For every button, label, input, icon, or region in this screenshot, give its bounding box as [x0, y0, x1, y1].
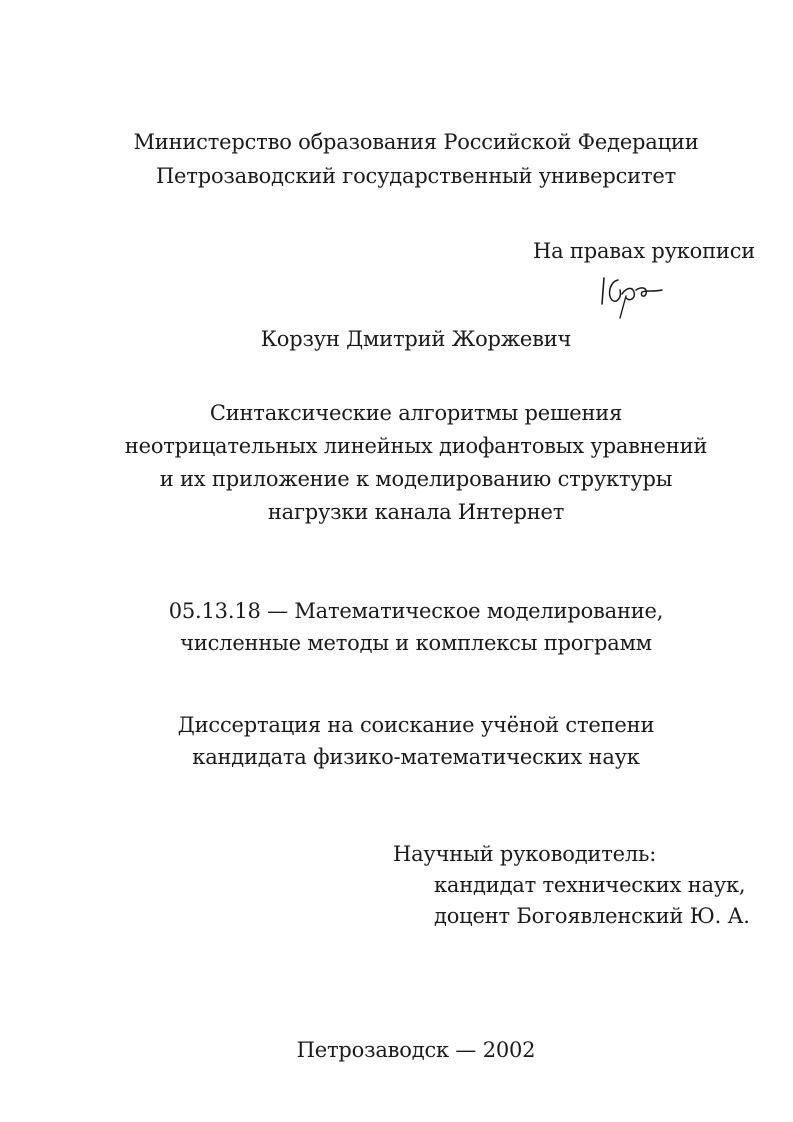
- handwritten-signature: [596, 268, 668, 320]
- city-year: Петрозаводск — 2002: [296, 1038, 536, 1062]
- title-line: и их приложение к моделированию структуры: [159, 467, 673, 491]
- degree-line: Диссертация на соискание учёной степени: [177, 713, 655, 737]
- rights-note: На правах рукописи: [533, 239, 756, 263]
- supervisor-name: доцент Богоявленский Ю. А.: [434, 904, 750, 928]
- degree-line: кандидата физико-математических наук: [192, 745, 640, 769]
- ministry-heading: Министерство образования Российской Федерации: [133, 130, 699, 154]
- specialty-line: численные методы и комплексы программ: [180, 631, 652, 655]
- author-name: Корзун Дмитрий Жоржевич: [260, 327, 572, 351]
- specialty-line: 05.13.18 — Математическое моделирование,: [168, 599, 664, 623]
- title-line: неотрицательных линейных диофантовых уравнений: [124, 434, 708, 458]
- supervisor-title: кандидат технических наук,: [434, 873, 746, 897]
- signature-icon: [596, 268, 668, 320]
- university-heading: Петрозаводский государственный университет: [155, 164, 677, 188]
- title-line: Синтаксические алгоритмы решения: [209, 401, 623, 425]
- supervisor-label: Научный руководитель:: [393, 842, 657, 866]
- title-line: нагрузки канала Интернет: [267, 500, 565, 524]
